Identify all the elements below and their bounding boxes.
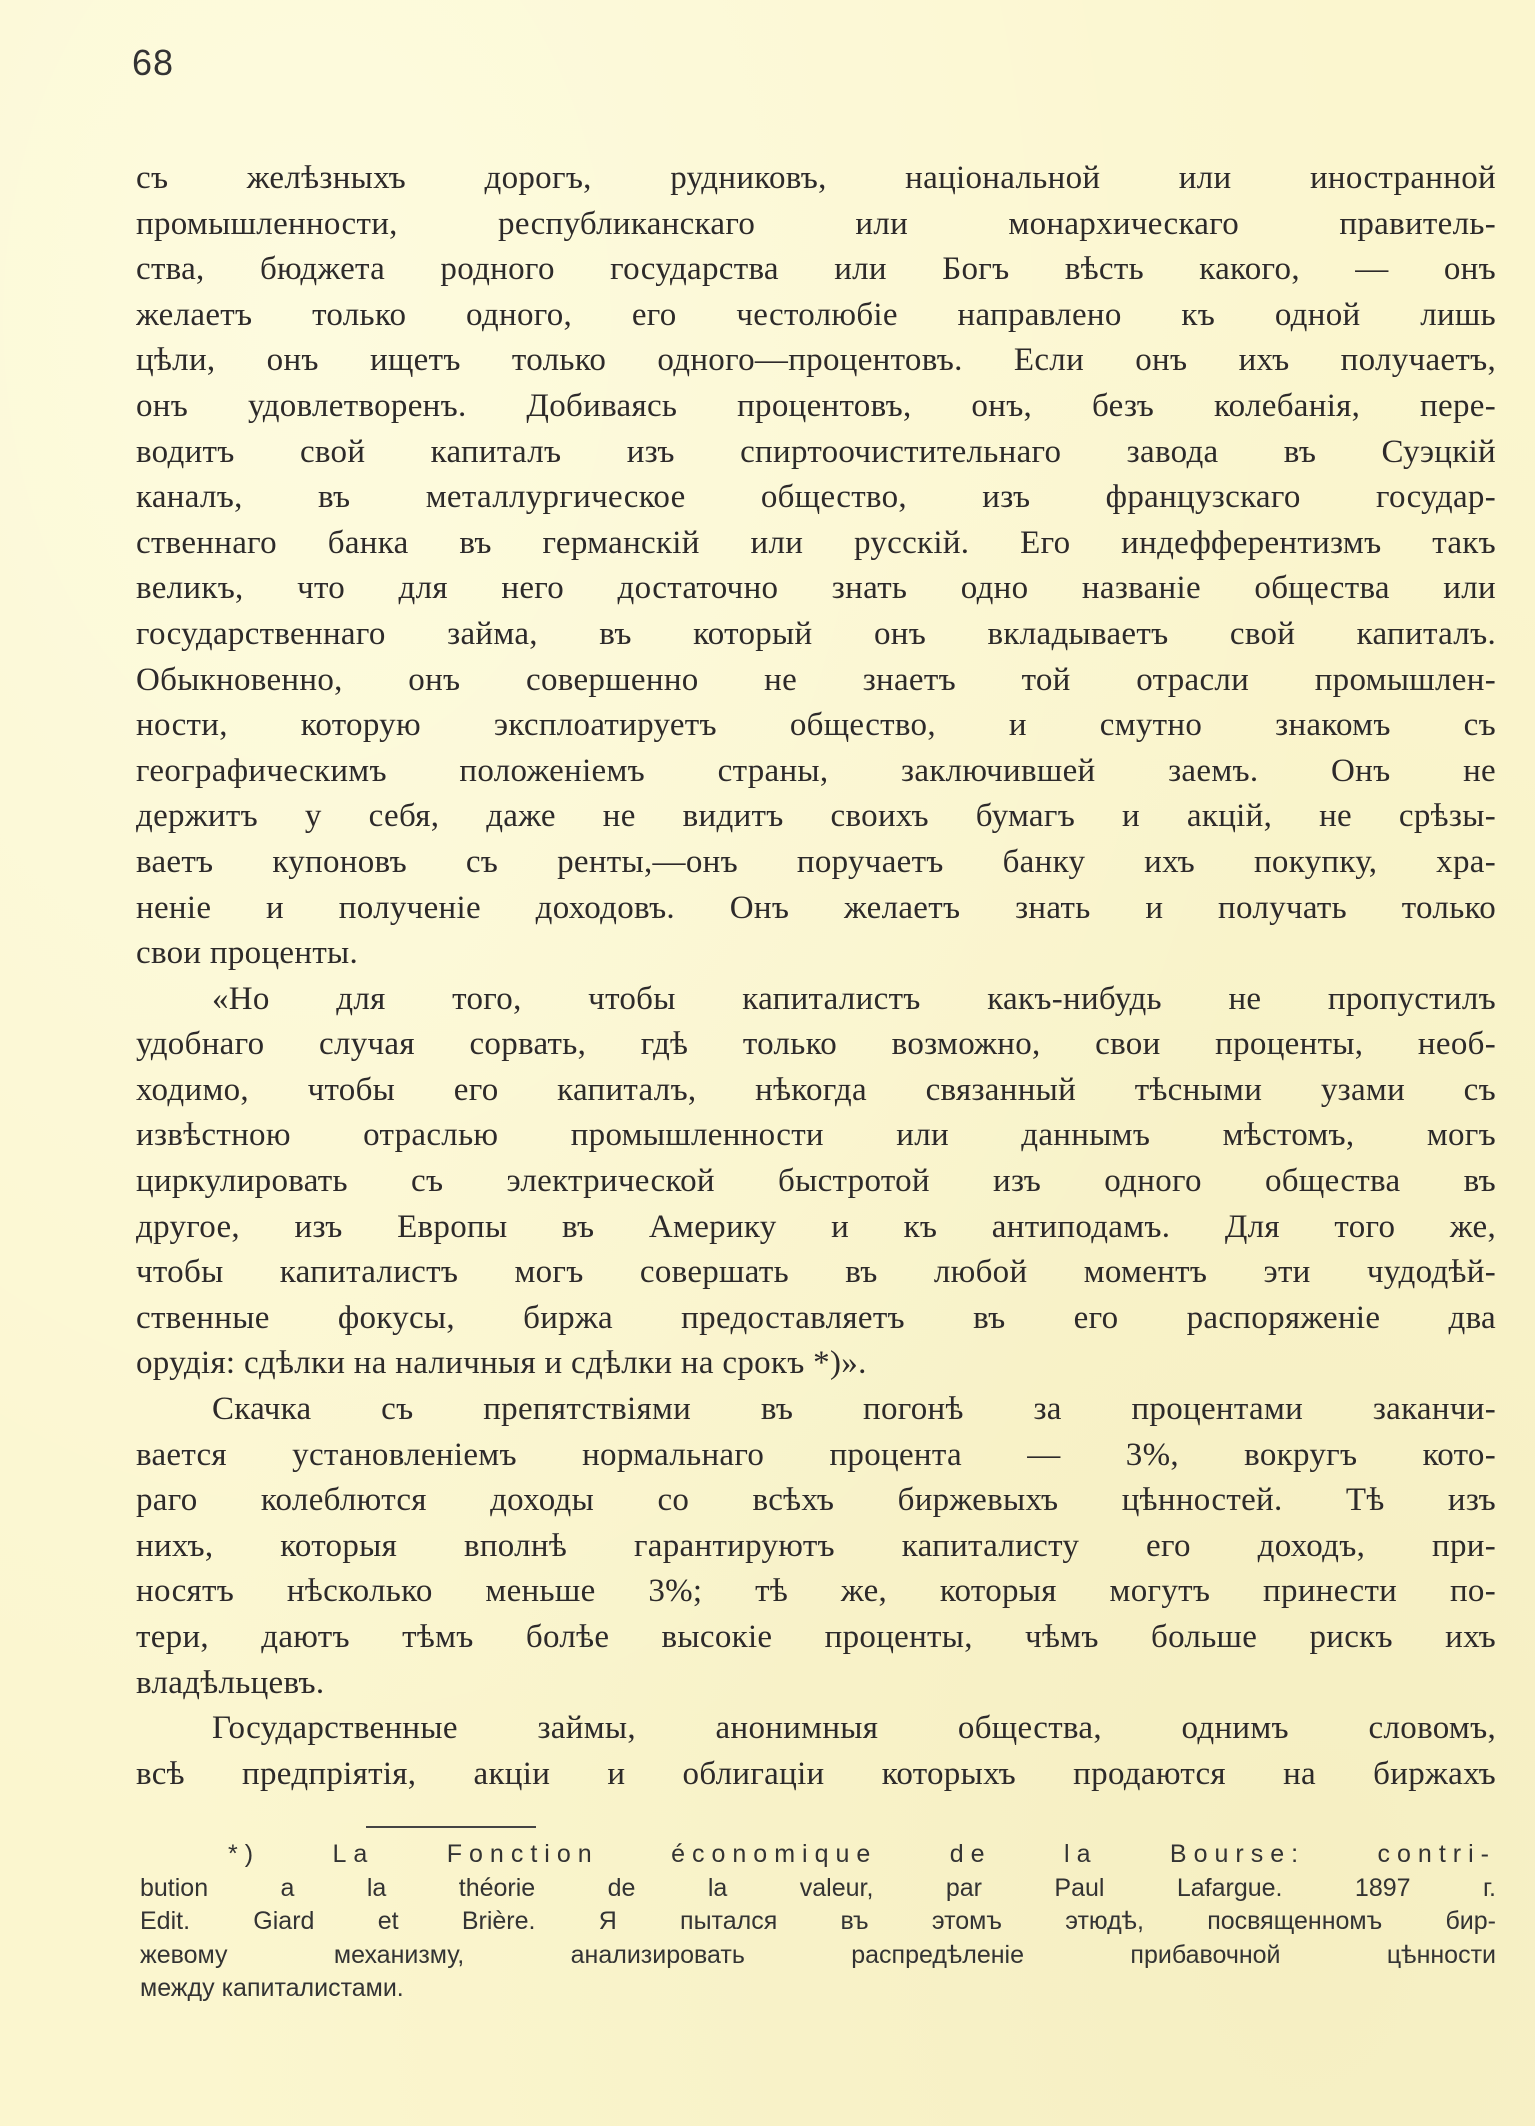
footnote: [140, 1838, 1496, 2006]
footnote-line: Edit. Giard et Brière. Я пытался въ этомъ этюдѣ, посвященномъ бир-: [140, 1907, 1496, 1935]
text-line: вается установленіемъ нормальнаго процента — 3%, вокругъ кото-: [136, 1436, 1496, 1473]
text-line: цѣли, онъ ищетъ только одного—процентовъ. Если онъ ихъ получаетъ,: [136, 342, 1496, 379]
text-line: носятъ нѣсколько меньше 3%; тѣ же, которыя могутъ принести по-: [136, 1573, 1496, 1610]
text-line: Скачка съ препятствіями въ погонѣ за процентами заканчи-: [212, 1391, 1496, 1428]
text-line: свои проценты.: [136, 935, 359, 972]
text-line: водитъ свой капиталъ изъ спиртоочистительнаго завода въ Суэцкій: [136, 433, 1496, 470]
text-line: орудія: сдѣлки на наличныя и сдѣлки на срокъ *)».: [136, 1345, 867, 1382]
text-line: ственнаго банка въ германскій или русскій. Его индефферентизмъ такъ: [136, 524, 1496, 561]
main-text: [136, 156, 1496, 1797]
text-line: владѣльцевъ.: [136, 1664, 325, 1701]
footnote-line: *) La Fonction économique de la Bourse: contri-: [228, 1840, 1496, 1868]
text-line: раго колеблются доходы со всѣхъ биржевыхъ цѣнностей. Тѣ изъ: [136, 1482, 1496, 1519]
text-line: ственные фокусы, биржа предоставляетъ въ его распоряженіе два: [136, 1299, 1496, 1336]
text-line: тери, даютъ тѣмъ болѣе высокіе проценты, чѣмъ больше рискъ ихъ: [136, 1619, 1496, 1655]
text-line: географическимъ положеніемъ страны, заключившей заемъ. Онъ не: [136, 752, 1496, 789]
text-line: неніе и полученіе доходовъ. Онъ желаетъ знать и получать только: [136, 889, 1496, 926]
footnote-line: между капиталистами.: [140, 1974, 404, 2002]
text-line: другое, изъ Европы въ Америку и къ антиподамъ. Для того же,: [136, 1208, 1496, 1245]
text-line: удобнаго случая сорвать, гдѣ только возможно, свои проценты, необ-: [136, 1026, 1496, 1063]
footnote-divider: [366, 1826, 536, 1828]
text-line: каналъ, въ металлургическое общество, изъ французскаго государ-: [136, 479, 1496, 516]
text-line: онъ удовлетворенъ. Добиваясь процентовъ, онъ, безъ колебанія, пере-: [136, 387, 1496, 424]
text-line: держитъ у себя, даже не видитъ своихъ бумагъ и акцій, не срѣзы-: [136, 798, 1496, 835]
text-line: ваетъ купоновъ съ ренты,—онъ поручаетъ банку ихъ покупку, хра-: [136, 843, 1496, 880]
text-line: промышленности, республиканскаго или монархическаго правитель-: [136, 205, 1496, 242]
text-line: Государственные займы, анонимныя общества, однимъ словомъ,: [212, 1710, 1496, 1747]
text-line: государственнаго займа, въ который онъ вкладываетъ свой капиталъ.: [136, 615, 1496, 652]
text-line: ства, бюджета родного государства или Богъ вѣсть какого, — онъ: [136, 251, 1496, 288]
text-line: нихъ, которыя вполнѣ гарантируютъ капиталисту его доходъ, при-: [136, 1527, 1496, 1564]
page-number: 68: [132, 42, 175, 83]
text-line: съ желѣзныхъ дорогъ, рудниковъ, національной или иностранной: [136, 160, 1496, 196]
text-line: извѣстною отраслью промышленности или даннымъ мѣстомъ, могъ: [136, 1117, 1496, 1154]
footnote-line: жевому механизму, анализировать распредѣленіе прибавочной цѣнности: [140, 1940, 1496, 1969]
footnote-line: bution a la théorie de la valeur, par Paul Lafargue. 1897 г.: [140, 1873, 1496, 1902]
text-line: желаетъ только одного, его честолюбіе направлено къ одной лишь: [136, 296, 1496, 333]
text-line: Обыкновенно, онъ совершенно не знаетъ той отрасли промышлен-: [136, 661, 1496, 698]
text-line: великъ, что для него достаточно знать одно названіе общества или: [136, 570, 1496, 607]
text-line: чтобы капиталистъ могъ совершать въ любой моментъ эти чудодѣй-: [136, 1254, 1496, 1291]
text-line: «Но для того, чтобы капиталистъ какъ-нибудь не пропустилъ: [212, 980, 1496, 1017]
text-line: ности, которую эксплоатируетъ общество, и смутно знакомъ съ: [136, 707, 1496, 744]
text-line: ходимо, чтобы его капиталъ, нѣкогда связанный тѣсными узами съ: [136, 1071, 1496, 1108]
text-line: всѣ предпріятія, акціи и облигаціи которыхъ продаются на биржахъ: [136, 1755, 1496, 1792]
text-line: циркулировать съ электрической быстротой изъ одного общества въ: [136, 1163, 1496, 1200]
